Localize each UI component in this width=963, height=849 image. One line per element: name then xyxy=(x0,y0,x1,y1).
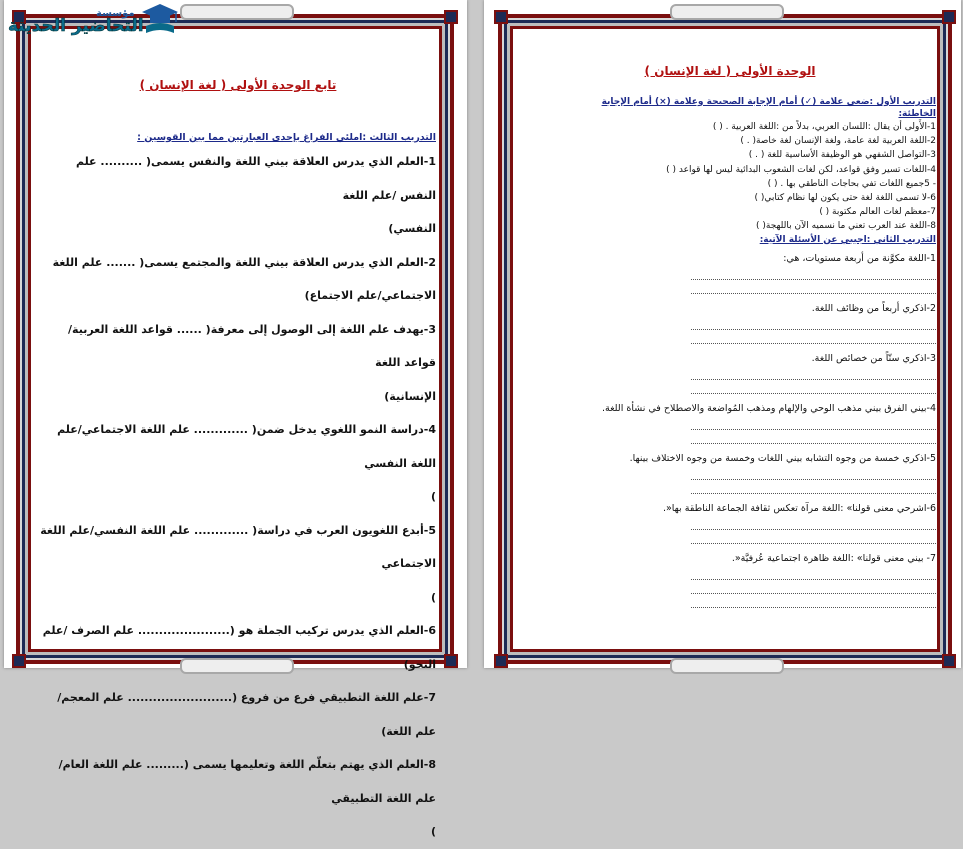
statement-item: 3-التواصل الشفهي هو الوظيفة الأساسية للغة ( . ) xyxy=(748,150,936,161)
question-text: 3-اذكري ستّاً من خصائص اللغة. xyxy=(811,352,936,364)
question-item xyxy=(524,352,936,394)
exercise-heading-continued: الخاطئة: xyxy=(898,109,936,119)
statement-item: 7-معظم لغات العالم مكتوبة ( ) xyxy=(819,207,936,218)
question-text: 1-اللغة مكوَّنة من أربعة مستويات، هي: xyxy=(783,252,936,264)
statement-item: 4-اللغات تسير وفق قواعد، لكن لغات الشعوب البدائية ليس لها قواعد ( ) xyxy=(666,164,936,175)
statement-item: - 5جميع اللغات تفي بحاجات الناطقي بها . ( ) xyxy=(767,178,936,189)
fill-in-line: الاجتماعي/علم الاجتماع) xyxy=(304,289,436,302)
left-page xyxy=(4,0,467,838)
answer-line[interactable] xyxy=(691,580,936,594)
exercise-heading: التدريب الأول :ضعي علامة (✓) أمام الإجابة الصحيحة وعلامة (×) أمام الإجابة xyxy=(601,97,936,107)
answer-line[interactable] xyxy=(691,466,936,480)
fill-in-line: النفسي) xyxy=(388,222,436,235)
left-page-content xyxy=(40,60,436,849)
answer-line[interactable] xyxy=(691,594,936,608)
corner-ornament xyxy=(494,654,508,668)
question-item xyxy=(524,252,936,294)
right-page-content xyxy=(524,60,936,608)
answer-line[interactable] xyxy=(691,530,936,544)
corner-ornament xyxy=(12,654,26,668)
corner-ornament xyxy=(444,654,458,668)
exercise-heading: التدريب الثاني :اجيبي عن الأسئلة الآتية: xyxy=(759,234,936,245)
fill-in-list xyxy=(40,145,436,849)
page-title: الوحدة الأولى ( لغة الإنسان ) xyxy=(644,64,816,78)
border-tab xyxy=(180,4,294,20)
hat-and-book-icon xyxy=(140,2,180,36)
answer-line[interactable] xyxy=(691,430,936,444)
statement-item: 2-اللغة العربية لغة عامة، ولغة الإنسان لغة خاصة( . ) xyxy=(740,136,936,147)
right-page xyxy=(484,0,961,668)
fill-in-line: 6-العلم الذي يدرس تركيب الجملة هو (...................... علم الصرف /علم النحو) xyxy=(42,624,436,671)
statement-item: 8-اللغة عند العرب تعني ما نسميه الآن باللهجة( ) xyxy=(755,221,936,232)
fill-in-line: ) xyxy=(430,825,436,838)
statement-item: 6-لا تسمى اللغة لغة حتى يكون لها نظام كتابي( ) xyxy=(754,193,936,204)
fill-in-line: 5-أبدع اللغويون العرب في دراسة( ............. علم اللغة النفسي/علم اللغة الاجتماعي xyxy=(40,523,436,570)
corner-ornament xyxy=(942,10,956,24)
answer-line[interactable] xyxy=(691,380,936,394)
fill-in-line: 1-العلم الذي يدرس العلاقة بيني اللغة والنفس يسمى( .......... علم النفس /علم اللغة xyxy=(75,155,436,202)
publisher-logo: مؤسسة التحاضير الحديثة xyxy=(0,0,190,44)
border-tab xyxy=(670,658,784,674)
answer-line[interactable] xyxy=(691,266,936,280)
corner-ornament xyxy=(444,10,458,24)
answer-line[interactable] xyxy=(691,480,936,494)
question-text: 2-اذكري أربعاً من وظائف اللغة. xyxy=(811,302,936,314)
answer-line[interactable] xyxy=(691,316,936,330)
question-item xyxy=(524,452,936,494)
answer-line[interactable] xyxy=(691,416,936,430)
question-item xyxy=(524,502,936,544)
answer-line[interactable] xyxy=(691,280,936,294)
question-item xyxy=(524,302,936,344)
fill-in-line: 8-العلم الذي يهتم بتعلّم اللغة وتعليمها يسمى (......... علم اللغة العام/علم اللغة التطبيقي xyxy=(58,758,436,805)
page-title: تابع الوحدة الأولى ( لغة الإنسان ) xyxy=(139,78,337,92)
exercise-heading: التدريب الثالث :املئي الفراغ بإحدى العبارتين مما بين القوسين : xyxy=(137,132,436,143)
question-list xyxy=(524,252,936,608)
true-false-list xyxy=(524,120,936,234)
question-text: 7- بيني معنى قولنا» :اللغة ظاهرة اجتماعية عُرفيَّة«. xyxy=(731,552,936,564)
fill-in-line: ) xyxy=(430,490,436,503)
corner-ornament xyxy=(494,10,508,24)
answer-line[interactable] xyxy=(691,566,936,580)
fill-in-line: 3-يهدف علم اللغة إلى الوصول إلى معرفة( ...... قواعد اللغة العربية/قواعد اللغة xyxy=(68,322,436,369)
question-item xyxy=(524,552,936,608)
question-text: 6-اشرحي معنى قولنا» :اللغة مرآة تعكس ثقافة الجماعة الناطقة بها«. xyxy=(662,502,936,514)
answer-line[interactable] xyxy=(691,516,936,530)
fill-in-line: ) xyxy=(430,590,436,604)
fill-in-line: 2-العلم الذي يدرس العلاقة بيني اللغة والمجتمع يسمى( ....... علم اللغة xyxy=(52,255,436,269)
fill-in-line: 4-دراسة النمو اللغوي يدخل ضمن( ............. علم اللغة الاجتماعي/علم اللغة النفسي xyxy=(57,423,436,470)
corner-ornament xyxy=(942,654,956,668)
answer-line[interactable] xyxy=(691,330,936,344)
question-item xyxy=(524,402,936,444)
statement-item: 1-الأَولى أن يقال :اللسان العربي، بدلاً من :اللغة العربية . ( ) xyxy=(712,122,936,132)
question-text: 5-اذكري خمسة من وجوه التشابه بيني اللغات وخمسة من وجوه الاختلاف بينها. xyxy=(629,452,936,464)
border-tab xyxy=(670,4,784,20)
answer-line[interactable] xyxy=(691,366,936,380)
question-text: 4-بيني الفرق بيني مذهب الوحي والإلهام ومذهب المُواضعة والاصطلاح في نشأة اللغة. xyxy=(601,402,936,414)
fill-in-line: الإنسانية) xyxy=(384,389,436,403)
fill-in-line: 7-علم اللغة التطبيقي فرع من فروع (......................... علم المعجم/علم اللغة) xyxy=(57,691,436,738)
